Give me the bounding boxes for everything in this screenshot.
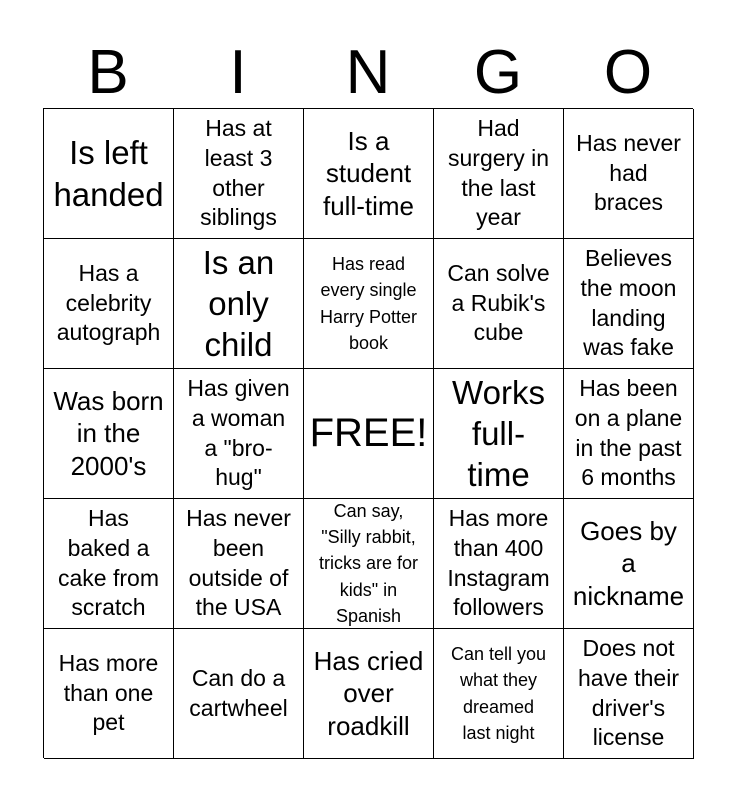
cell-text: Was born in the 2000's (53, 385, 164, 481)
header-letter-n: N (345, 38, 391, 107)
cell-text: Goes by a nickname (572, 515, 685, 611)
bingo-cell-1-3[interactable] (304, 109, 434, 239)
bingo-cell-1-1[interactable] (44, 109, 174, 239)
bingo-board (43, 108, 693, 758)
cell-text: Has cried over roadkill (313, 645, 424, 741)
cell-text: Has baked a cake from scratch (58, 504, 159, 621)
cell-text: Has never had braces (576, 129, 681, 216)
bingo-cell-3-2[interactable] (174, 369, 304, 499)
bingo-header (43, 38, 693, 108)
header-letter-i: I (229, 38, 247, 107)
bingo-cell-3-3[interactable] (304, 369, 434, 499)
cell-text: Has a celebrity autograph (56, 259, 161, 346)
bingo-cell-3-1[interactable] (44, 369, 174, 499)
bingo-cell-5-2[interactable] (174, 629, 304, 759)
cell-text: Has at least 3 other siblings (200, 114, 277, 231)
bingo-cell-4-3[interactable] (304, 499, 434, 629)
bingo-cell-5-3[interactable] (304, 629, 434, 759)
cell-text: Has read every single Harry Potter book (319, 254, 418, 353)
cell-text: Is left handed (53, 134, 164, 213)
cell-text: Has more than one pet (58, 649, 159, 736)
cell-text: Can solve a Rubik's cube (447, 259, 550, 346)
bingo-cell-4-4[interactable] (434, 499, 564, 629)
cell-text: Had surgery in the last year (448, 114, 549, 231)
bingo-cell-5-5[interactable] (564, 629, 694, 759)
bingo-cell-1-2[interactable] (174, 109, 304, 239)
bingo-cell-4-1[interactable] (44, 499, 174, 629)
cell-text: Can do a cartwheel (189, 664, 288, 721)
bingo-cell-1-5[interactable] (564, 109, 694, 239)
header-letter-o: O (603, 38, 653, 107)
cell-text: Has given a woman a "bro- hug" (187, 374, 290, 491)
bingo-cell-4-2[interactable] (174, 499, 304, 629)
cell-text: Has never been outside of the USA (186, 504, 291, 621)
cell-text: Believes the moon landing was fake (580, 244, 677, 361)
bingo-cell-4-5[interactable] (564, 499, 694, 629)
cell-text: Has more than 400 Instagram followers (447, 504, 550, 621)
bingo-cell-5-4[interactable] (434, 629, 564, 759)
cell-text: Works full- time (452, 373, 545, 494)
header-letter-b: B (87, 38, 129, 107)
cell-text: Can say, "Silly rabbit, tricks are for kids" in Spanish (318, 501, 419, 626)
cell-text: Is an only child (202, 243, 275, 364)
header-letter-g: G (473, 38, 523, 107)
free-space-text: FREE! (309, 411, 428, 456)
cell-text: Is a student full-time (322, 125, 414, 221)
bingo-cell-2-5[interactable] (564, 239, 694, 369)
cell-text: Does not have their driver's license (577, 634, 679, 751)
bingo-cell-2-1[interactable] (44, 239, 174, 369)
bingo-cell-1-4[interactable] (434, 109, 564, 239)
bingo-cell-5-1[interactable] (44, 629, 174, 759)
bingo-cell-2-2[interactable] (174, 239, 304, 369)
bingo-cell-2-3[interactable] (304, 239, 434, 369)
bingo-cell-2-4[interactable] (434, 239, 564, 369)
bingo-cell-3-4[interactable] (434, 369, 564, 499)
bingo-cell-3-5[interactable] (564, 369, 694, 499)
cell-text: Can tell you what they dreamed last night (450, 644, 547, 743)
cell-text: Has been on a plane in the past 6 months (574, 374, 683, 491)
